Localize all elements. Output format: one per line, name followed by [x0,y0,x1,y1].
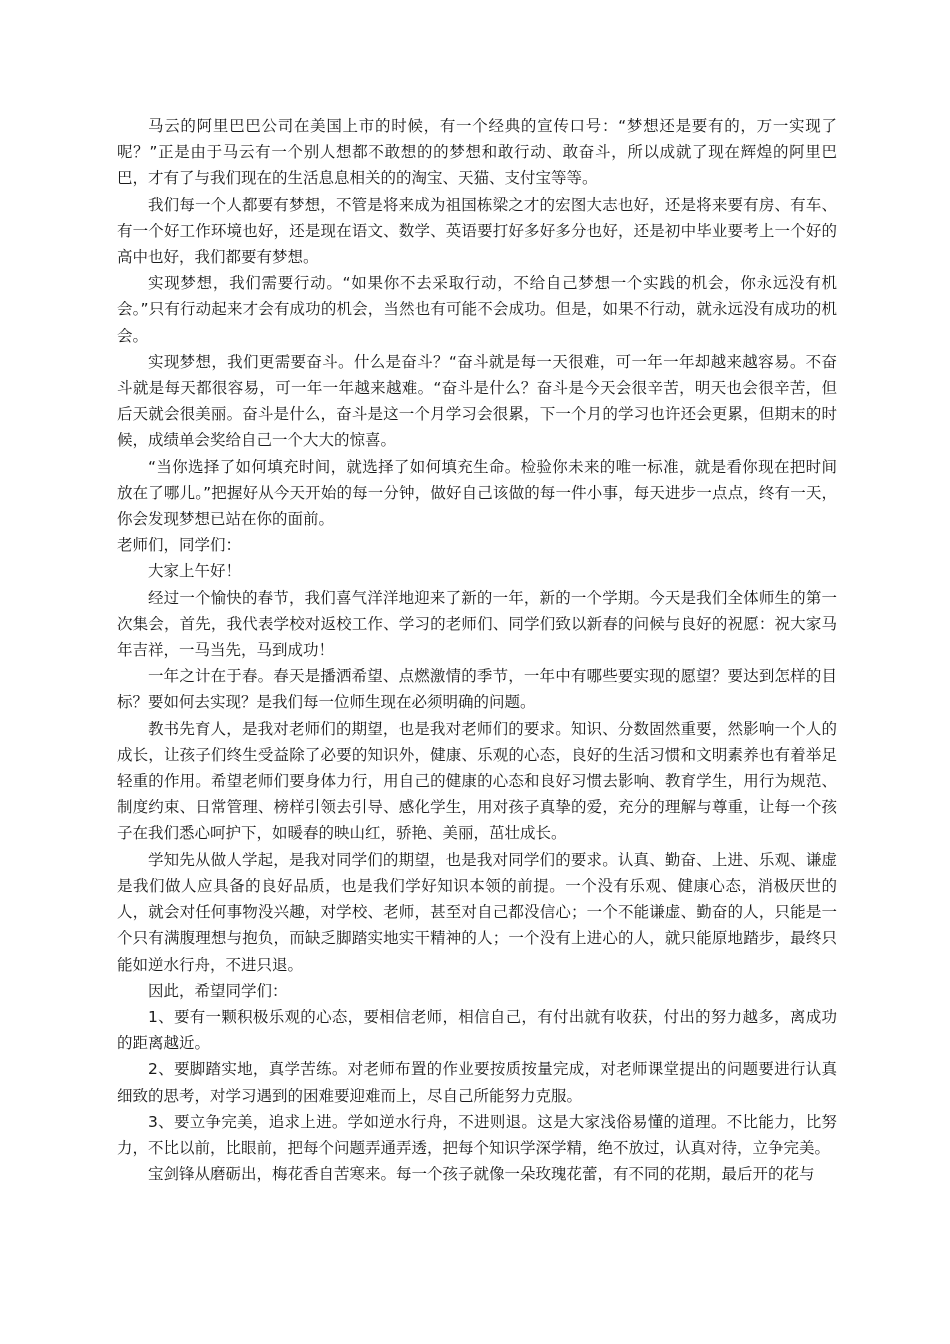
paragraph-therefore: 因此，希望同学们： [148,981,288,1000]
list-item-1: 1、要有一颗积极乐观的心态，要相信老师，相信自己，有付出就有收获，付出的努力越多，离成功的距离越近。 [117,1007,837,1053]
list-item-2: 2、要脚踏实地，真学苦练。对老师布置的作业要按质按量完成，对老师课堂提出的问题要进行认真细致的思考，对学习遇到的困难要迎难而上，尽自己所能努力克服。 [117,1060,837,1105]
paragraph-everyone-needs-dream: 我们每一个人都要有梦想，不管是将来成为祖国栋梁之才的宏图大志也好，还是将来要有房、有车、有一个好工作环境也好，还是现在语文、数学、英语要打好多好多分也好，还是初中毕业要考上一个好的高中也好，我们都要有梦想。 [117,195,837,267]
document-body [117,113,837,1187]
paragraph-need-action: 实现梦想，我们需要行动。“如果你不去采取行动，不给自己梦想一个实践的机会，你永远没有机会。”只有行动起来才会有成功的机会，当然也有可能不会成功。但是，如果不行动，就永远没有成功的机会。 [117,274,837,345]
paragraph-use-time: “当你选择了如何填充时间，就选择了如何填充生命。检验你未来的唯一标准，就是看你现在把时间放在了哪儿。”把握好从今天开始的每一分钟，做好自己该做的每一件小事，每天进步一点点，终有一天，你会发现梦想已站在你的面前。 [117,457,837,529]
list-item-3: 3、要立争完美，追求上进。学如逆水行舟，不进则退。这是大家浅俗易懂的道理。不比能力，比努力，不比以前，比眼前，把每个问题弄通弄透，把每个知识学深学精，绝不放过，认真对待，立争完美。 [117,1112,837,1157]
paragraph-new-semester: 经过一个愉快的春节，我们喜气洋洋地迎来了新的一年，新的一个学期。今天是我们全体师生的第一次集会，首先，我代表学校对返校工作、学习的老师们、同学们致以新春的问候与良好的祝愿：祝大家马年吉祥，一马当先，马到成功！ [117,588,837,660]
greeting: 大家上午好！ [148,562,242,581]
paragraph-jack-ma-dream: 马云的阿里巴巴公司在美国上市的时候，有一个经典的宣传口号：“梦想还是要有的，万一实现了呢？”正是由于马云有一个别人想都不敢想的的梦想和敢行动、敢奋斗，所以成就了现在辉煌的阿里巴巴，才有了与我们现在的生活息息相关的的淘宝、天猫、支付宝等等。 [117,117,837,188]
paragraph-closing: 宝剑锋从磨砺出，梅花香自苦寒来。每一个孩子就像一朵玫瑰花蕾，有不同的花期，最后开的花与 [148,1165,815,1184]
salutation: 老师们，同学们： [117,536,242,555]
paragraph-spring-plan: 一年之计在于春。春天是播洒希望、点燃激情的季节，一年中有哪些要实现的愿望？要达到怎样的目标？要如何去实现？是我们每一位师生现在必须明确的问题。 [117,667,837,712]
paragraph-students-expectation: 学知先从做人学起，是我对同学们的期望，也是我对同学们的要求。认真、勤奋、上进、乐观、谦虚是我们做人应具备的良好品质，也是我们学好知识本领的前提。一个没有乐观、健康心态，消极厌世的人，就会对任何事物没兴趣，对学校、老师，甚至对自己都没信心；一个不能谦虚、勤奋的人，只能是一个只有满腹理想与抱负，而缺乏脚踏实地实干精神的人；一个没有上进心的人，就只能原地踏步，最终只能如逆水行舟，不进只退。 [117,850,837,974]
paragraph-teachers-expectation: 教书先育人，是我对老师们的期望，也是我对老师们的要求。知识、分数固然重要，然影响一个人的成长，让孩子们终生受益除了必要的知识外，健康、乐观的心态，良好的生活习惯和文明素养也有着举足轻重的作用。希望老师们要身体力行，用自己的健康的心态和良好习惯去影响、教育学生，用行为规范、制度约束、日常管理、榜样引领去引导、感化学生，用对孩子真挚的爱，充分的理解与尊重，让每一个孩子在我们悉心呵护下，如暖春的映山红，骄艳、美丽，茁壮成长。 [117,719,837,843]
paragraph-need-struggle: 实现梦想，我们更需要奋斗。什么是奋斗？“奋斗就是每一天很难，可一年一年却越来越容易。不奋斗就是每天都很容易，可一年一年越来越难。“奋斗是什么？奋斗是今天会很辛苦，明天也会很辛苦，但后天就会很美丽。奋斗是什么，奋斗是这一个月学习会很累，下一个月的学习也许还会更累，但期末的时候，成绩单会奖给自己一个大大的惊喜。 [117,352,837,450]
